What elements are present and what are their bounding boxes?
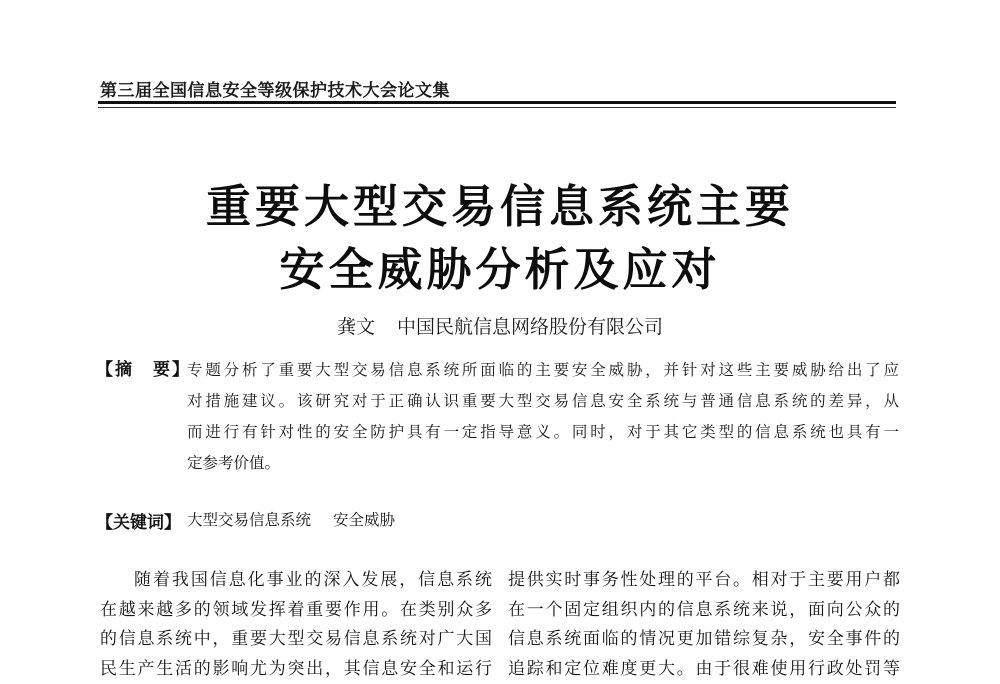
body-line: 在一个固定组织内的信息系统来说，面向公众的 — [508, 599, 900, 620]
header-rule-thin — [98, 107, 896, 108]
body-line: 的信息系统中，重要大型交易信息系统对广大国 — [100, 629, 492, 649]
author-affiliation: 中国民航信息网络股份有限公司 — [397, 316, 664, 338]
header-rule-thick — [98, 101, 896, 104]
paper-title-line-2: 安全威胁分析及应对 — [279, 243, 721, 296]
keywords-body — [187, 508, 417, 530]
author-line — [0, 312, 1000, 339]
body-column-left — [100, 566, 492, 684]
body-line: 信息系统面临的情况更加错综复杂，安全事件的 — [508, 629, 900, 649]
keyword: 安全威胁 — [333, 511, 396, 529]
keywords-label: 【关键词】 — [96, 513, 181, 533]
body-line: 追踪和定位难度更大。由于很难使用行政处罚等 — [508, 658, 900, 679]
body-line: 民生产生活的影响尤为突出，其信息安全和运行 — [100, 658, 492, 679]
abstract-line: 定参考价值。 — [187, 454, 281, 472]
running-head: 第三届全国信息安全等级保护技术大会论文集 — [100, 81, 450, 101]
paper-title-line-1: 重要大型交易信息系统主要 — [205, 180, 794, 233]
abstract-label: 【摘 要】 — [96, 360, 191, 380]
abstract-body — [187, 355, 899, 479]
abstract-line: 专题分析了重要大型交易信息系统所面临的主要安全威胁，并针对这些主要威胁给出了应 — [187, 361, 899, 379]
author-name: 龚文 — [336, 316, 375, 338]
body-column-right — [508, 566, 900, 684]
body-line: 随着我国信息化事业的深入发展，信息系统 — [134, 570, 492, 590]
keyword: 大型交易信息系统 — [187, 511, 312, 529]
abstract-line: 对措施建议。该研究对于正确认识重要大型交易信息安全系统与普通信息系统的差异，从 — [187, 392, 899, 410]
body-line: 提供实时事务性处理的平台。相对于主要用户都 — [508, 570, 900, 590]
abstract-line: 而进行有针对性的安全防护具有一定指导意义。同时，对于其它类型的信息系统也具有一 — [187, 423, 899, 441]
body-line: 在越来越多的领域发挥着重要作用。在类别众多 — [100, 599, 492, 620]
